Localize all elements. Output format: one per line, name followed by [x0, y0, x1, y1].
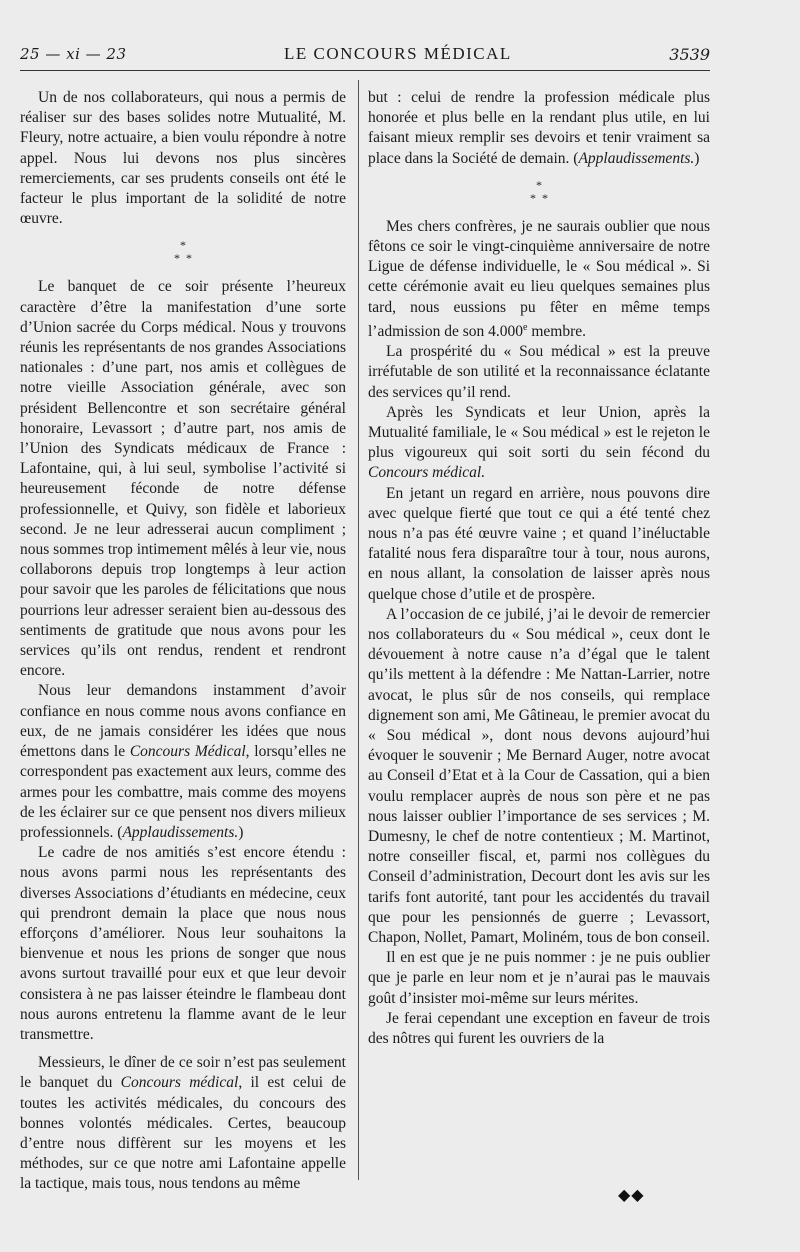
column-divider [358, 80, 359, 1180]
asterism-stars-bottom: ** [174, 251, 198, 266]
issue-date: 25 — xi — 23 [20, 45, 127, 63]
paragraph: Après les Syndicats et leur Union, après la Mutualité familiale, le « Sou médical » est le rejeton le plus vigoureux qui soit sorti du sein fécond du Concours médical. [368, 403, 710, 482]
paragraph: A l’occasion de ce jubilé, j’ai le devoir de remercier nos collaborateurs du « Sou médical », ceux dont le dévouement à notre cause n’a d’égal que le talent qu’ils mettent à la défendre : Me Nattan-Larrier, notre avocat, le plus sûr de nos conseils, qui remplace dignement son ami, Me Gâtineau, le premier avocat du « Sou médical », dont nous devons aujourd’hui évoquer le souvenir ; Me Bernard Auger, notre avocat au Conseil d’Etat et à la Cour de Cassation, qui a bien voulu remplacer auprès de nous son père et ne pas nous laisser oublier l’importance de ses services ; M. Dumesny, le chef de notre contentieux ; M. Martinot, notre conseiller fiscal, et, parmi nos collègues du Conseil d’administration, Decourt dont les avis sur les tarifs font autorité, tant pour les accidentés du travail que pour les pensionnés de guerre ; Levassort, Chapon, Nollet, Pamart, Moliném, tous de bon conseil. [368, 605, 710, 947]
asterism-separator [368, 179, 710, 205]
paragraph: Nous leur demandons instamment d’avoir confiance en nous comme nous avons confiance en eux, de ne jamais considérer les idées que nous émettons dans le Concours Médical, lorsqu’elles ne correspondent pas exactement aux leurs, comme des armes pour les combattre, mais comme des moyens de les éclairer sur ce que pensent nos divers milieux professionnels. (Applaudissements.) [20, 682, 346, 841]
asterism-star-top: * [536, 177, 542, 192]
page-header [20, 40, 710, 68]
header-rule [20, 70, 710, 71]
page-number: 3539 [669, 44, 710, 64]
paragraph: Il en est que je ne puis nommer : je ne puis oublier que je parle en leur nom et je n’aurai pas le mauvais goût d’insister moi-même sur leurs mérites. [368, 949, 710, 1007]
asterism-separator [20, 239, 346, 265]
paragraph: but : celui de rendre la profession médicale plus honorée et plus belle en la rendant plus utile, en lui faisant mieux remplir ses devoirs et tenir vraiment sa place dans la Société de demain. (Applaudissements.) [368, 89, 710, 167]
left-column [20, 88, 346, 1195]
paragraph: Un de nos collaborateurs, qui nous a permis de réaliser sur des bases solides notre Mutualité, M. Fleury, notre actuaire, a bien voulu répondre à notre appel. Nous lui devons nos plus sincères remerciements, car ses prudents conseils ont été le facteur le plus important de la solidité de notre œuvre. [20, 89, 346, 228]
asterism-stars-bottom: ** [530, 190, 554, 205]
paragraph: Le cadre de nos amitiés s’est encore étendu : nous avons parmi nous les représentants des diverses Associations d’étudiants en médecine, ceux qui prendront demain la place que nous nous efforçons d’améliorer. Nous leur souhaitons la bienvenue et nous les prions de songer que nous avons surtout travaillé pour eux et que leur devoir consistera à ne pas laisser éteindre le flambeau dont nous aurons entretenu la flamme avant de le leur transmettre. [20, 844, 346, 1043]
paragraph: Messieurs, le dîner de ce soir n’est pas seulement le banquet du Concours médical, il est celui de toutes les activités médicales, du concours des bonnes volontés médicales. Certes, beaucoup d’entre nous diffèrent sur les moyens et les méthodes, sur ce que notre ami Lafontaine appelle la tactique, mais tous, nous tendons au même [20, 1054, 346, 1193]
paragraph: Je ferai cependant une exception en faveur de trois des nôtres qui furent les ouvriers de la [368, 1009, 710, 1048]
paragraph: La prospérité du « Sou médical » est la preuve irréfutable de son utilité et la reconnaissance éclatante des services qu’il rend. [368, 343, 710, 401]
asterism-star-top: * [180, 238, 186, 253]
paragraph: Le banquet de ce soir présente l’heureux caractère d’être la manifestation d’une sorte d’Union sacrée du Corps médical. Nous y trouvons réunis les représentants de nos grandes Associations nationales : d’une part, nos amis et collègues de notre vieille Association générale, avec son président Bellencontre et son secrétaire général honoraire, Levassort ; d’autre part, nos amis de l’Union des Syndicats médicaux de France : Lafontaine, qui, à lui seul, symbolise l’activité si heureusement féconde de notre défense professionnelle, et Quivy, son fidèle et laborieux second. Je ne leur adresserai aucun compliment ; nous sommes trop intimement mêlés à leur vie, nous collaborons depuis trop longtemps à leur action pour savoir que les paroles de félicitations que nous pourrions leur adresser seraient bien au-dessous des sentiments de gratitude que nous avons pour les services qu’ils ont rendus, rendent et rendront encore. [20, 278, 346, 680]
journal-title: LE CONCOURS MÉDICAL [284, 44, 512, 63]
paragraph: En jetant un regard en arrière, nous pouvons dire avec quelque fierté que tout ce qui a été tenté chez nous n’a pas été œuvre vaine ; et quand l’inéluctable fatalité nous fera disparaître tour à tour, nous aurons, en nous allant, la consolation de laisser après nous quelque chose d’utile et de prospère. [368, 484, 710, 603]
right-column [368, 88, 710, 1049]
end-ornament: ◆◆ [618, 1185, 645, 1204]
paragraph: Mes chers confrères, je ne saurais oublier que nous fêtons ce soir le vingt-cinquième anniversaire de notre Ligue de défense individuelle, le « Sou médical ». Si cette cérémonie avait eu lieu quelques semaines plus tard, nous eussions pu fêter en même temps l’admission de son 4.000e membre. [368, 217, 710, 340]
